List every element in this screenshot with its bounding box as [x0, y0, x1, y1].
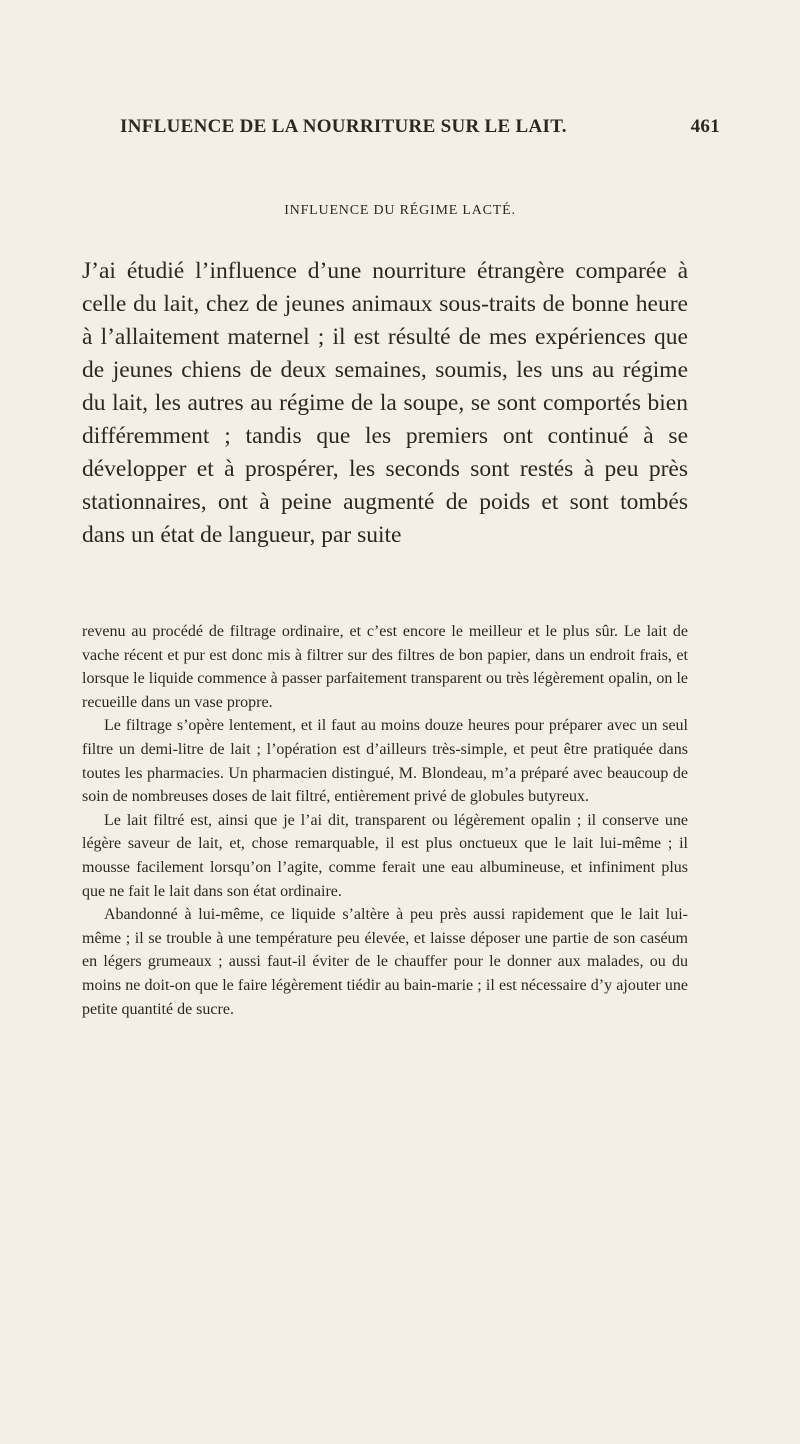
footnote-paragraph: Abandonné à lui-même, ce liquide s’altère à peu près aussi rapidement que le lait lui-même ; il se trouble à une température peu élevée, et laisse déposer une partie de son caséum en légers grumeaux ; aussi faut-il éviter de le chauffer pour le donner aux malades, ou du moins ne doit-on que le faire légèrement tiédir au bain-marie ; il est nécessaire d’y ajouter une petite quantité de sucre. — [82, 906, 688, 1018]
page-number: 461 — [690, 116, 720, 137]
main-paragraph: J’ai étudié l’influence d’une nourriture étrangère comparée à celle du lait, chez de jeunes animaux sous-traits de bonne heure à l’allaitement maternel ; il est résulté de mes expériences que de jeunes chiens de deux semaines, soumis, les uns au régime du lait, les autres au régime de la soupe, se sont comportés bien différemment ; tandis que les premiers ont continué à se développer et à prospérer, les seconds sont restés à peu près stationnaires, ont à peine augmenté de poids et sont tombés dans un état de langueur, par suite — [82, 258, 688, 548]
running-head — [120, 116, 720, 138]
footnote-paragraph: Le filtrage s’opère lentement, et il faut au moins douze heures pour préparer avec un seul filtre un demi-litre de lait ; l’opération est d’ailleurs très-simple, et peut être pratiquée dans toutes les pharmacies. Un pharmacien distingué, M. Blondeau, m’a préparé avec beaucoup de soin de nombreuses doses de lait filtré, entièrement privé de globules butyreux. — [82, 717, 688, 806]
footnote-paragraph: Le lait filtré est, ainsi que je l’ai dit, transparent ou légèrement opalin ; il conserve une légère saveur de lait, et, chose remarquable, il est plus onctueux que le lait lui-même ; il mousse facilement lorsqu’on l’agite, comme ferait une eau albumineuse, et infiniment plus que ne fait le lait dans son état ordinaire. — [82, 811, 688, 900]
main-body — [82, 255, 688, 552]
footnote-block — [82, 620, 688, 1021]
running-title: INFLUENCE DE LA NOURRITURE SUR LE LAIT. — [120, 116, 567, 137]
section-title: INFLUENCE DU RÉGIME LACTÉ. — [284, 203, 516, 218]
footnote-paragraph: revenu au procédé de filtrage ordinaire, et c’est encore le meilleur et le plus sûr. Le lait de vache récent et pur est donc mis à filtrer sur des filtres de bon papier, dans un endroit frais, et lorsque le liquide commence à passer parfaitement transparent ou très légèrement opalin, on le recueille dans un vase propre. — [82, 623, 688, 711]
